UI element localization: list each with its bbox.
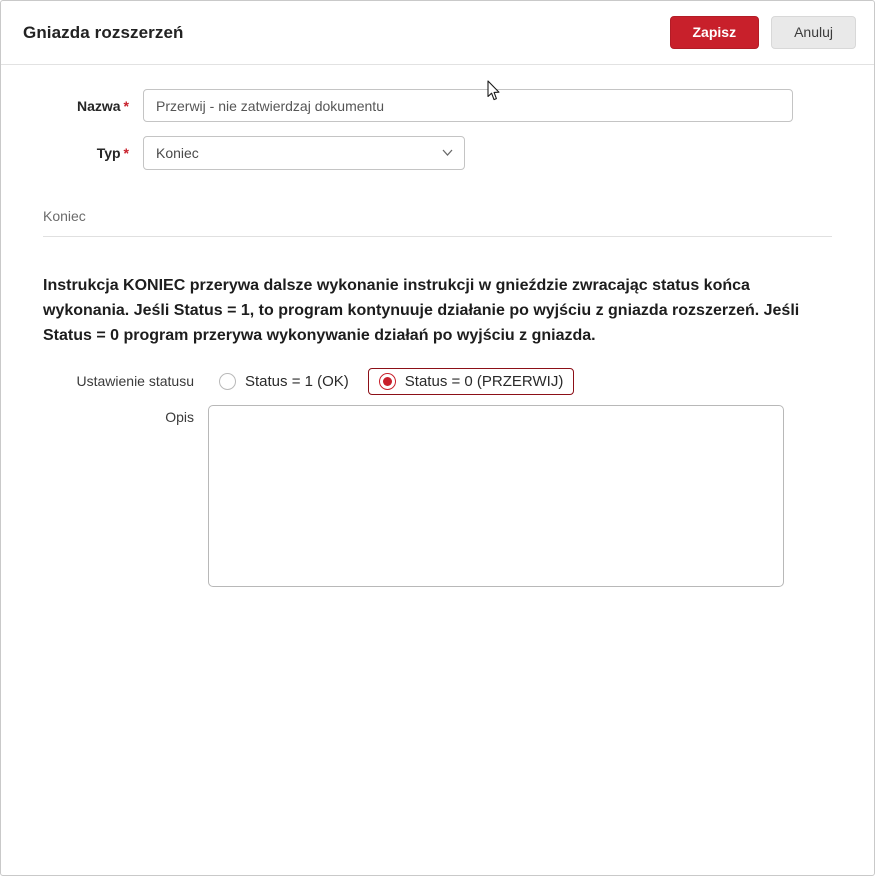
header-actions	[670, 16, 857, 49]
section-title: Koniec	[43, 208, 86, 224]
type-label	[43, 145, 143, 161]
status-radio-ok[interactable]	[208, 368, 360, 395]
cancel-button[interactable]: Anuluj	[771, 16, 856, 49]
save-button[interactable]: Zapisz	[670, 16, 760, 49]
status-radio-przerwij[interactable]	[368, 368, 575, 395]
name-label	[43, 98, 143, 114]
name-required-marker: *	[123, 97, 129, 114]
type-row	[43, 136, 832, 170]
window-header	[1, 1, 874, 65]
instruction-description: Instrukcja KONIEC przerywa dalsze wykonanie instrukcji w gnieździe zwracając status końca wykonania. Jeśli Status = 1, to program kontynuuje działanie po wyjściu z gniazda rozszerzeń. Jeśli Status = 0 program przerywa wykonywanie działań po wyjściu z gniazda.	[43, 277, 800, 344]
radio-icon	[219, 373, 236, 390]
status-radio-group	[208, 368, 574, 395]
form-area	[1, 65, 874, 170]
status-row	[43, 368, 832, 395]
opis-label: Opis	[165, 409, 194, 425]
section-divider	[43, 236, 832, 237]
opis-row	[1, 405, 874, 587]
type-select[interactable]: Koniec	[143, 136, 465, 170]
name-label-text: Nazwa	[76, 97, 121, 114]
radio-selected-icon	[379, 373, 396, 390]
page-title: Gniazda rozszerzeń	[23, 22, 184, 42]
status-radio-przerwij-label: Status = 0 (PRZERWIJ)	[404, 373, 564, 390]
status-radio-ok-label: Status = 1 (OK)	[245, 373, 349, 390]
opis-textarea[interactable]	[208, 405, 784, 587]
type-select-wrapper[interactable]	[143, 136, 465, 170]
type-label-text: Typ	[96, 145, 121, 161]
name-input[interactable]	[143, 89, 793, 122]
name-row	[43, 89, 832, 122]
section-koniec	[43, 208, 832, 237]
status-label: Ustawienie statusu	[76, 373, 194, 389]
status-area	[1, 368, 874, 395]
type-required-marker: *	[123, 145, 129, 161]
